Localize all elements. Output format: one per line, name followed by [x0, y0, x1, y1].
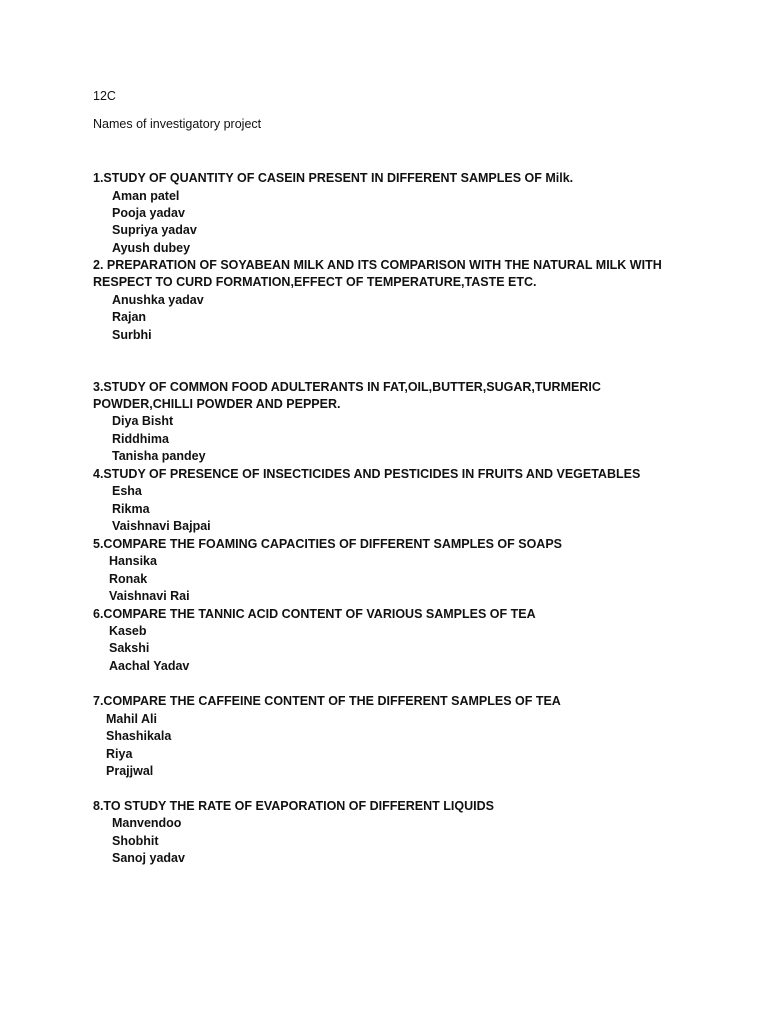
project-member: Mahil Ali	[106, 712, 157, 726]
project-title: 6.COMPARE THE TANNIC ACID CONTENT OF VARIOUS SAMPLES OF TEA	[93, 607, 536, 621]
project-member: Riya	[106, 747, 133, 761]
project-title: 3.STUDY OF COMMON FOOD ADULTERANTS IN FAT,OIL,BUTTER,SUGAR,TURMERIC	[93, 380, 601, 394]
project-member: Aman patel	[112, 189, 180, 203]
project-member: Sakshi	[109, 641, 150, 655]
class-code: 12C	[93, 89, 116, 103]
project-title: 4.STUDY OF PRESENCE OF INSECTICIDES AND PESTICIDES IN FRUITS AND VEGETABLES	[93, 467, 641, 481]
document-subtitle: Names of investigatory project	[93, 117, 262, 131]
project-title: 5.COMPARE THE FOAMING CAPACITIES OF DIFFERENT SAMPLES OF SOAPS	[93, 537, 563, 551]
project-member: Ronak	[109, 572, 148, 586]
project-member: Diya Bisht	[112, 414, 174, 428]
project-member: Shashikala	[106, 729, 172, 743]
project-member: Supriya yadav	[112, 223, 197, 237]
project-member: Aachal Yadav	[109, 659, 190, 673]
project-member: Tanisha pandey	[112, 449, 206, 463]
project-member: Ayush dubey	[112, 241, 191, 255]
project-title: 1.STUDY OF QUANTITY OF CASEIN PRESENT IN DIFFERENT SAMPLES OF Milk.	[93, 171, 574, 185]
project-title: 7.COMPARE THE CAFFEINE CONTENT OF THE DIFFERENT SAMPLES OF TEA	[93, 694, 561, 708]
project-member: Hansika	[109, 554, 157, 568]
project-title-continued: RESPECT TO CURD FORMATION,EFFECT OF TEMPERATURE,TASTE ETC.	[93, 275, 537, 289]
project-member: Anushka yadav	[112, 293, 204, 307]
project-title: 8.TO STUDY THE RATE OF EVAPORATION OF DIFFERENT LIQUIDS	[93, 799, 494, 813]
project-member: Esha	[112, 484, 142, 498]
project-member: Surbhi	[112, 328, 152, 342]
project-member: Rajan	[112, 310, 147, 324]
project-member: Riddhima	[112, 432, 169, 446]
project-member: Sanoj yadav	[112, 851, 185, 865]
project-member: Manvendoo	[112, 816, 182, 830]
project-member: Prajjwal	[106, 764, 154, 778]
project-member: Vaishnavi Bajpai	[112, 519, 211, 533]
project-member: Rikma	[112, 502, 150, 516]
project-member: Kaseb	[109, 624, 147, 638]
project-title-continued: POWDER,CHILLI POWDER AND PEPPER.	[93, 397, 341, 411]
project-member: Vaishnavi Rai	[109, 589, 190, 603]
project-member: Pooja yadav	[112, 206, 185, 220]
project-title: 2. PREPARATION OF SOYABEAN MILK AND ITS COMPARISON WITH THE NATURAL MILK WITH	[93, 258, 662, 272]
project-member: Shobhit	[112, 834, 159, 848]
